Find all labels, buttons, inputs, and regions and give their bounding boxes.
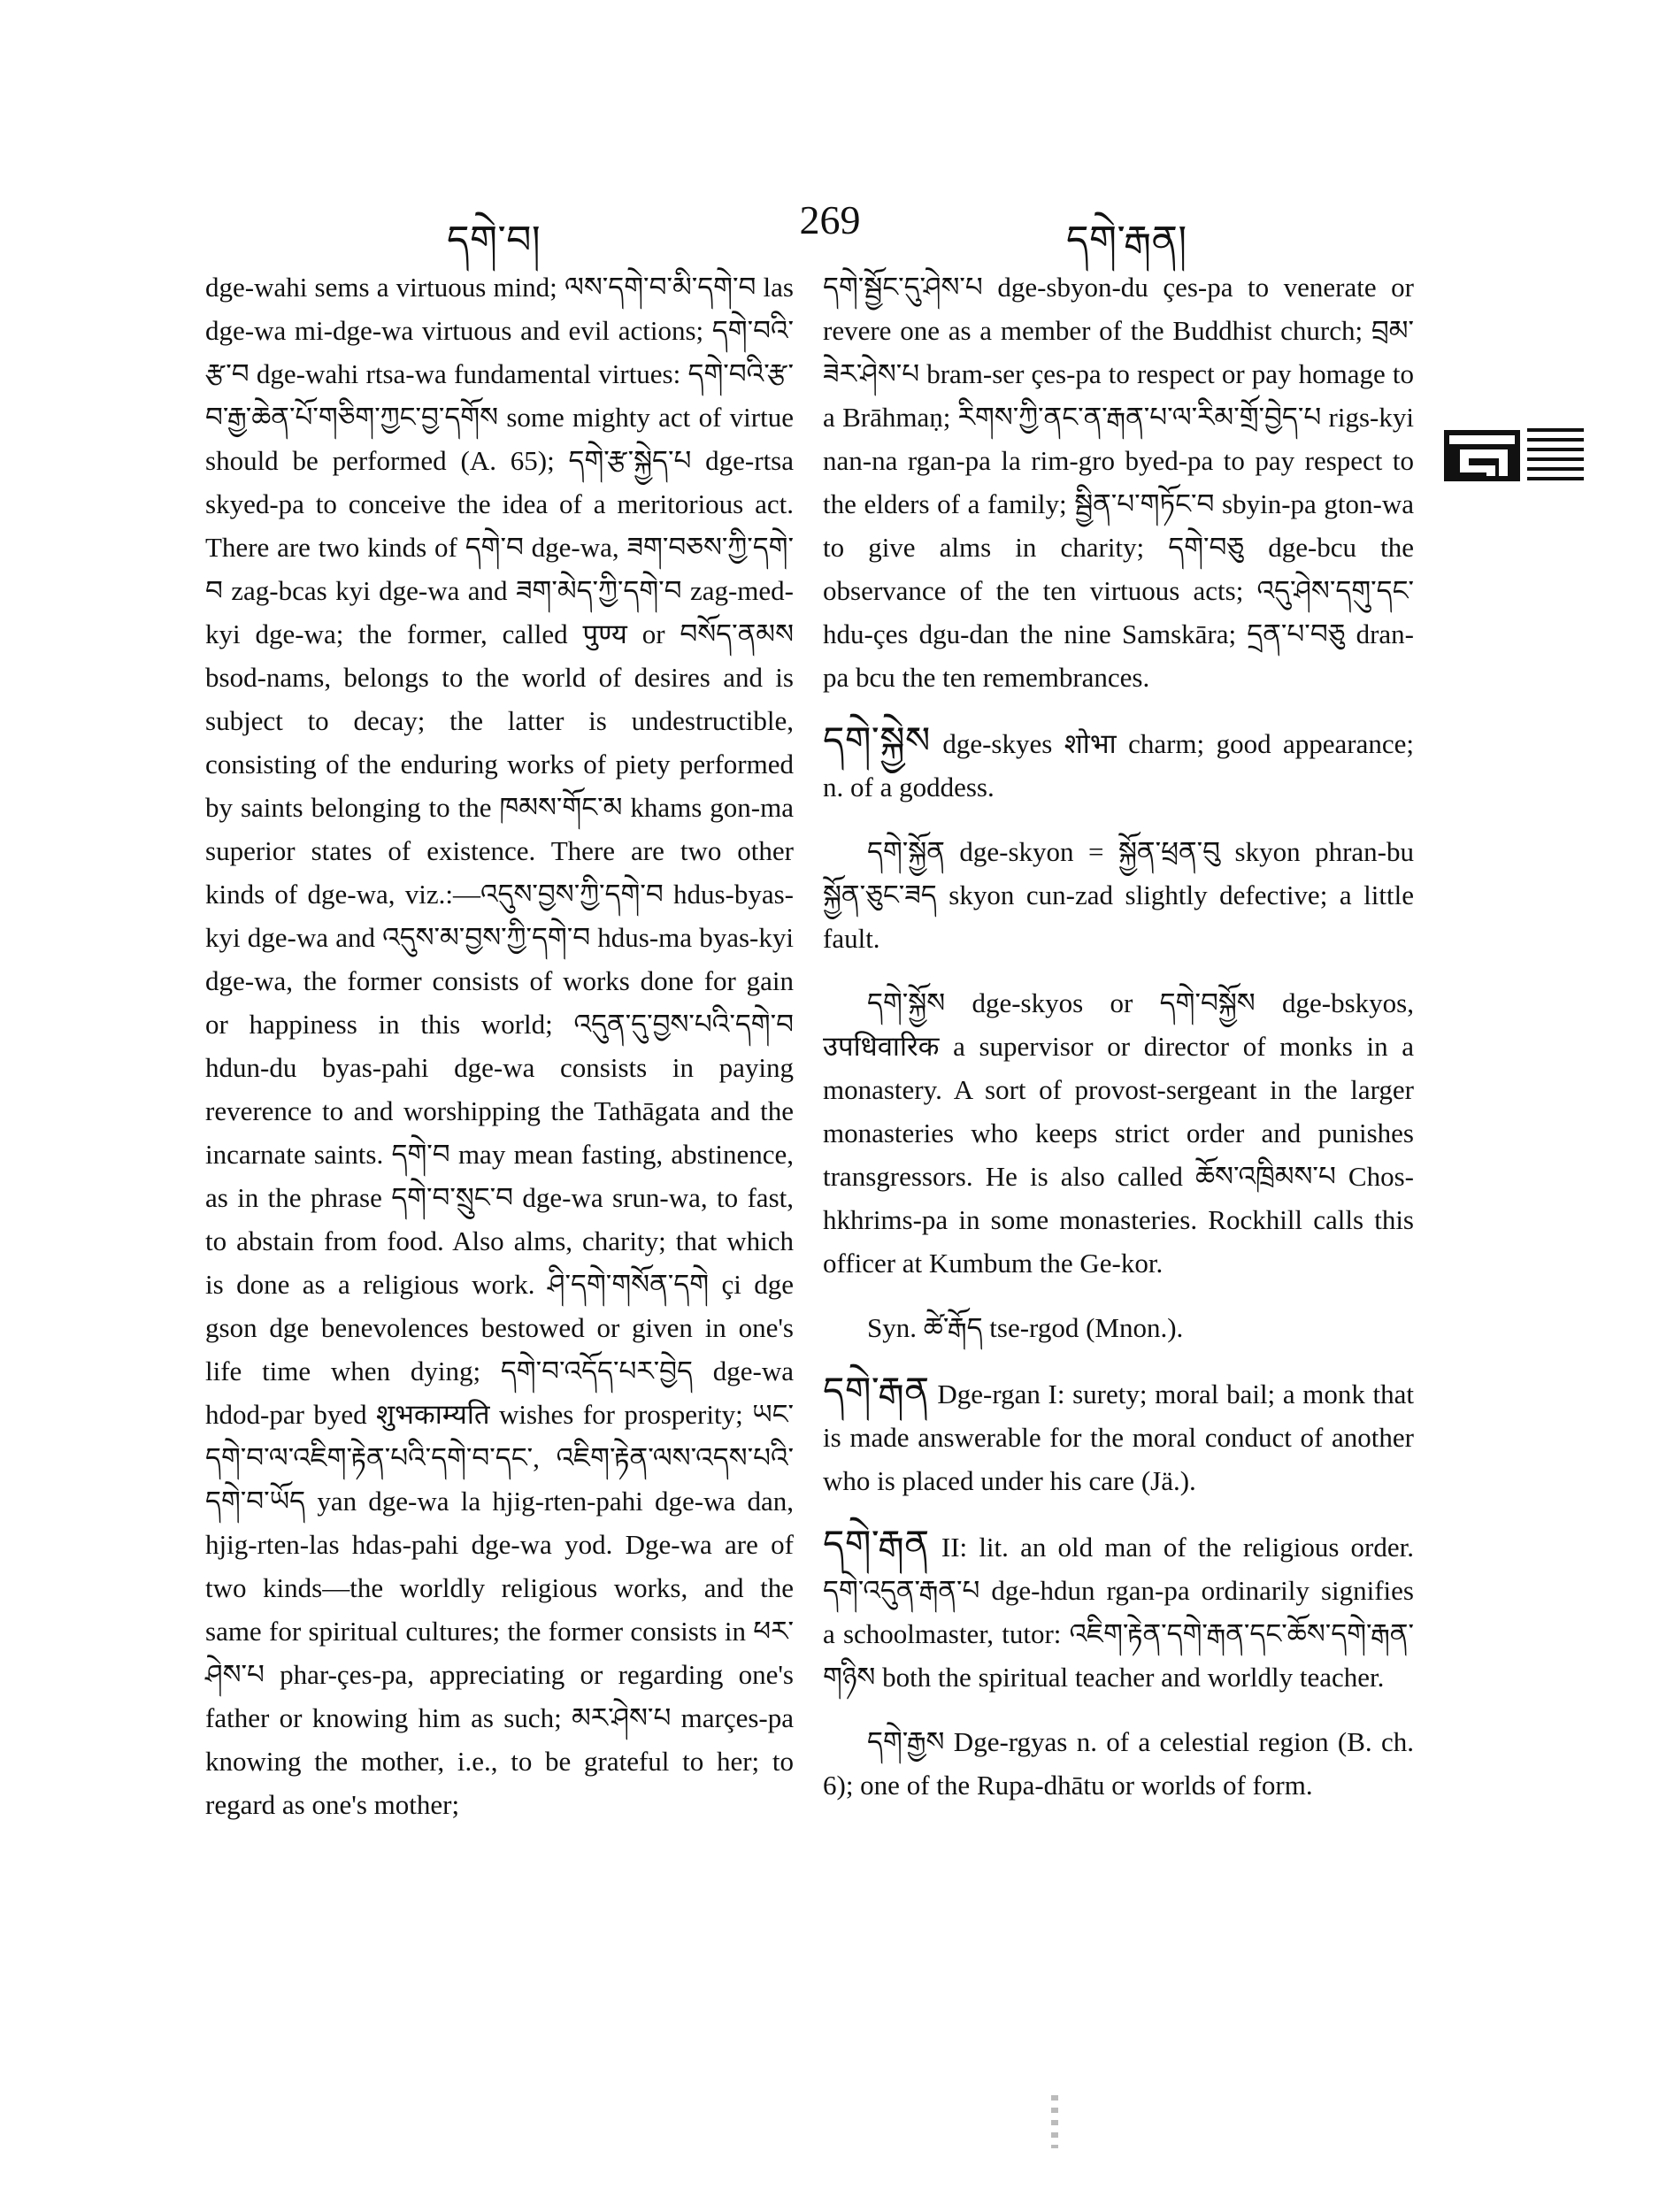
scan-artifact [1051, 2095, 1058, 2148]
entry-body: dge-skyes शोभा charm; good appearance; n. of a goddess. [823, 728, 1414, 803]
headword: དགེ་རྒན [823, 1525, 930, 1565]
entry-dge-rgyas: དགེ་རྒྱས Dge-rgyas n. of a celestial region (B. ch. 6); one of the Rupa-dhātu or worlds of form. [823, 1726, 1414, 1801]
headword: དགེ་རྒན [823, 1371, 930, 1412]
entry-dge-rgan-1 [823, 1371, 1414, 1502]
entry-dge-skyon: དགེ་སྐྱོན dge-skyon = སྐྱོན་ཕྲན་བུ skyon phran-bu སྐྱོན་ཅུང་ཟད skyon cun-zad slightly defective; a little fault. [823, 836, 1414, 954]
synonym-line: Syn. ཚེ་རྒོད tse-rgod (Mnon.). [867, 1312, 1184, 1343]
entry-dge-rgan-2 [823, 1524, 1414, 1699]
right-column [823, 265, 1414, 1807]
entry-dge-skyes [823, 720, 1414, 809]
running-head-right: དགེ་རྒན། [1066, 219, 1187, 262]
running-head-left: དགེ་བ། [447, 219, 541, 262]
thumb-index-lines [1527, 428, 1584, 483]
entry-continuation: དགེ་སྦྱོང་དུ་ཤེས་པ dge-sbyon-du çes-pa to venerate or revere one as a member of the Buddhist church; བྲམ་ཟེར་ཤེས་པ bram-ser çes-pa to respect or pay homage to a Brāhmaṇ; རིགས་ཀྱི་ནང་ན་རྒན་པ་ལ་རིམ་གྲོ་བྱེད་པ rigs-kyi nan-na rgan-pa la rim-gro byed-pa to pay respect to the elders of a family; སྦྱིན་པ་གཏོང་བ sbyin-pa gton-wa to give alms in charity; དགེ་བཅུ dge-bcu the observance of the ten virtuous acts; འདུ་ཤེས་དགུ་དང་ hdu-çes dgu-dan the nine Samskāra; དྲན་པ་བཅུ dran-pa bcu the ten remembrances. [823, 272, 1414, 693]
entry-dge-skyos: དགེ་སྐྱོས dge-skyos or དགེ་བསྐྱོས dge-bskyos, उपधिवारिक a supervisor or director of monks in a monastery. A sort of provost-sergeant in the larger monasteries who keeps strict order and punishes transgressors. He is also called ཆོས་འཁྲིམས་པ Chos-hkhrims-pa in some monasteries. Rockhill calls this officer at Kumbum the Ge-kor. [823, 987, 1414, 1279]
left-column-text: dge-wahi sems a virtuous mind; ལས་དགེ་བ་མི་དགེ་བ las dge-wa mi-dge-wa virtuous and evil actions; དགེ་བའི་རྩ་བ dge-wahi rtsa-wa fundamental virtues: དགེ་བའི་རྩ་བ་རྒྱ་ཆེན་པོ་གཅིག་ཀྱང་བྱ་དགོས some mighty act of virtue should be performed (A. 65); དགེ་རྩ་སྐྱེད་པ dge-rtsa skyed-pa to conceive the idea of a meritorious act. There are two kinds of དགེ་བ dge-wa, ཟག་བཅས་ཀྱི་དགེ་བ zag-bcas kyi dge-wa and ཟག་མེད་ཀྱི་དགེ་བ zag-med-kyi dge-wa; the former, called पुण्य or བསོད་ནམས bsod-nams, belongs to the world of desires and is subject to decay; the latter is undestructible, consisting of the enduring works of piety performed by saints belonging to the ཁམས་གོང་མ khams gon-ma superior states of existence. There are two other kinds of dge-wa, viz.:—འདུས་བྱས་ཀྱི་དགེ་བ hdus-byas-kyi dge-wa and འདུས་མ་བྱས་ཀྱི་དགེ་བ hdus-ma byas-kyi dge-wa, the former consists of works done for gain or happiness in this world; འདུན་དུ་བྱས་པའི་དགེ་བ hdun-du byas-pahi dge-wa consists in paying reverence to and worshipping the Tathāgata and the incarnate saints. དགེ་བ may mean fasting, abstinence, as in the phrase དགེ་བ་སྲུང་བ dge-wa srun-wa, to fast, to abstain from food. Also alms, charity; that which is done as a religious work. ཤི་དགེ་གསོན་དགེ çi dge gson dge benevolences bestowed or given in one's life time when dying; དགེ་བ་འདོད་པར་བྱེད dge-wa hdod-par byed शुभकाम्यति wishes for prosperity; ཡང་དགེ་བ་ལ་འཇིག་རྟེན་པའི་དགེ་བ་དང་, འཇིག་རྟེན་ལས་འདས་པའི་དགེ་བ་ཡོད yan dge-wa la hjig-rten-pahi dge-wa dan, hjig-rten-las hdas-pahi dge-wa yod. Dge-wa are of two kinds—the worldly religious works, and the same for spiritual cultures; the former consists in ཕར་ཤེས་པ phar-çes-pa, appreciating or regarding one's father or knowing him as such; མར་ཤེས་པ marçes-pa knowing the mother, i.e., to be grateful to her; to regard as one's mother; [205, 272, 794, 1820]
headword: དགེ་སྐྱེས [823, 721, 931, 762]
entry-body: Dge-rgan I: surety; moral bail; a monk that is made answerable for the moral conduct of another who is placed under his care (Jä.). [823, 1379, 1414, 1496]
page-number: 269 [799, 197, 861, 242]
thumb-index-tab [1444, 423, 1586, 487]
entry-body: II: lit. an old man of the religious order. དགེ་འདུན་རྒན་པ dge-hdun rgan-pa ordinarily signifies a schoolmaster, tutor: འཇིག་རྟེན་དགེ་རྒན་དང་ཆོས་དགེ་རྒན་གཉིས both the spiritual teacher and worldly teacher. [823, 1532, 1414, 1693]
left-column [205, 265, 794, 1826]
thumb-index-letter-glyph [1444, 430, 1520, 481]
